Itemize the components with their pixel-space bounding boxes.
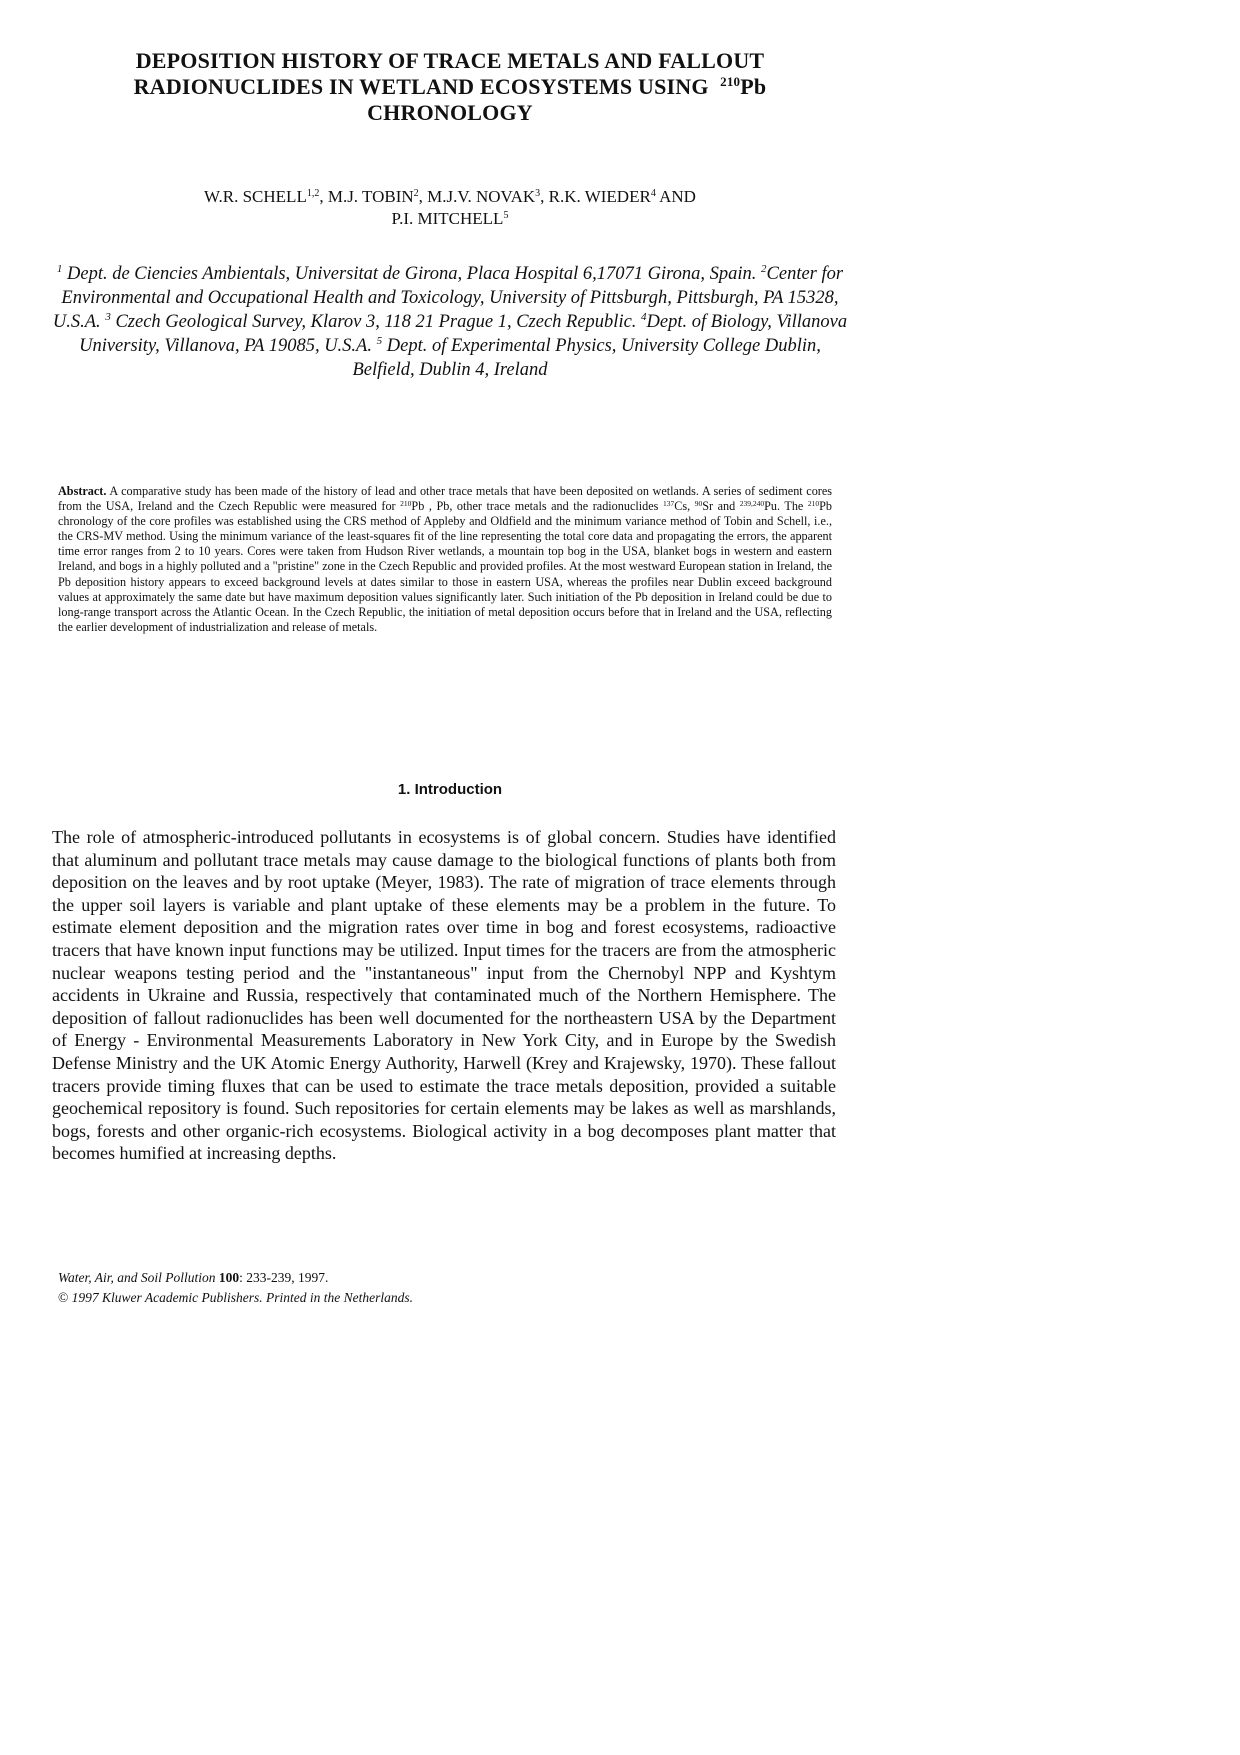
author-schell-affiliation: 1,2 [306,188,320,199]
abstract-text-1: A comparative study has been made of the history of lead and other trace metals that have been deposited on wetlands. A series of sediment cores from the USA, Ireland and the Czech Republic were measured for [58,484,832,514]
affiliation-prague: Czech Geological Survey, Klarov 3, 118 21 Prague 1, Czech Republic. [110,312,642,332]
journal-name: Water, Air, and Soil Pollution [58,1270,219,1285]
author-list [70,186,830,230]
author-mitchell-affiliation: 5 [503,210,509,221]
author-and: AND [655,187,696,206]
author-line-2 [70,208,830,230]
abstract-pu-sup: 239,240 [739,499,765,509]
copyright-icon: © [58,1290,69,1305]
abstract-text-5: Pu. The [764,499,808,514]
abstract-text-2: Pb , Pb, other trace metals and the radionuclides [411,499,663,514]
affiliation-girona: Dept. de Ciencies Ambientals, Universitat de Girona, Placa Hospital 6,17071 Girona, Spain. [62,264,762,284]
abstract-text-3: Cs, [674,499,695,514]
title-isotope-superscript: 210 [720,74,741,89]
affiliation-dublin: Dept. of Experimental Physics, University College Dublin, Belfield, Dublin 4, Ireland [352,336,821,380]
affiliations-block [50,262,850,382]
title-line-3: CHRONOLOGY [367,100,533,125]
abstract-label: Abstract. [58,484,107,498]
affiliation-villanova: Dept. of Biology, Villanova University, Villanova, PA 19085, U.S.A. [79,312,848,356]
affiliation-marker-3: 3 [105,311,111,323]
affiliation-marker-4: 4 [641,311,647,323]
copyright-text: 1997 Kluwer Academic Publishers. Printed in the Netherlands. [68,1290,413,1305]
journal-volume: 100 [218,1270,240,1285]
abstract-sr90-sup: 90 [694,499,703,509]
author-mitchell: P.I. MITCHELL [391,209,504,228]
abstract-text-6: Pb chronology of the core profiles was established using the CRS method of Appleby and Oldfield and the minimum variance method of Tobin and Schell, i.e., the CRS-MV method. Using the minimum variance of the least-squares fit of the line representing the total core data and propagating the errors, the apparent time error ranges from 2 to 10 years. Cores were taken from Hudson River wetlands, a mountain top bog in the USA, blanket bogs in western and eastern Ireland, and bogs in a highly polluted and a "pristine" zone in the Czech Republic and provided profiles. At the most westward European station in Ireland, the Pb deposition history appears to exceed background levels at dates similar to those in eastern USA, whereas the profiles near Dublin exceed background values at approximately the same date but have maximum deposition values significantly later. Such initiation of the Pb deposition in Ireland could be due to long-range transport across the Atlantic Ocean. In the Czech Republic, the initiation of metal deposition occurs before that in Ireland and the USA, reflecting the earlier development of industrialization and release of metals. [58,499,833,634]
abstract-pb210-sup-2: 210 [807,499,820,509]
abstract-pb210-sup-1: 210 [400,499,412,509]
affiliation-marker-1: 1 [56,263,63,275]
author-novak-affiliation: 3 [535,188,541,199]
title-element-symbol: Pb [740,74,767,99]
page-footer [58,1268,758,1308]
author-novak: , M.J.V. NOVAK [418,187,536,206]
author-line-1 [70,186,830,208]
affiliation-pittsburgh: Center for Environmental and Occupational Health and Toxicology, University of Pittsburgh, Pittsburgh, PA 15328, U.S.A. [52,264,844,332]
author-schell: W.R. SCHELL [204,187,307,206]
copyright-line [58,1288,758,1308]
affiliation-marker-5: 5 [376,335,383,347]
author-tobin: , M.J. TOBIN [319,187,414,206]
paper-title [70,48,830,126]
journal-pages: : 233-239, 1997. [239,1270,329,1285]
section-heading-introduction: 1. Introduction [397,781,503,798]
introduction-paragraph: The role of atmospheric-introduced pollutants in ecosystems is of global concern. Studies have identified that aluminum and pollutant trace metals may cause damage to the biological functions of plants both from deposition on the leaves and by root uptake (Meyer, 1983). The rate of migration of trace elements through the upper soil layers is variable and plant uptake of these elements may be a problem in the future. To estimate element deposition and the migration rates over time in bog and forest ecosystems, radioactive tracers that have known input functions may be utilized. Input times for the tracers are from the atmospheric nuclear weapons testing period and the "instantaneous" input from the Chernobyl NPP and Kyshtym accidents in Ukraine and Russia, respectively that contaminated much of the Northern Hemisphere. The deposition of fallout radionuclides has been well documented for the northeastern USA by the Department of Energy - Environmental Measurements Laboratory in New York City, and in Europe by the Swedish Defense Ministry and the UK Atomic Energy Authority, Harwell (Krey and Krajewsky, 1970). These fallout tracers provide timing fluxes that can be used to estimate the trace metals deposition, provided a suitable geochemical repository is found. Such repositories for certain elements may be lakes as well as marshlands, bogs, forests and other organic-rich ecosystems. Biological activity in a bog decomposes plant matter that becomes humified at increasing depths. [52,827,836,1164]
introduction-body [52,826,836,1165]
author-tobin-affiliation: 2 [413,188,419,199]
title-line-2-text: RADIONUCLIDES IN WETLAND ECOSYSTEMS USING [133,74,709,99]
affiliation-marker-2: 2 [761,263,767,275]
title-line-2 [70,74,830,100]
author-wieder: , R.K. WIEDER [540,187,651,206]
author-wieder-affiliation: 4 [650,188,656,199]
abstract-cs137-sup: 137 [662,499,675,509]
title-line-1: DEPOSITION HISTORY OF TRACE METALS AND FALLOUT [135,48,765,73]
journal-citation [58,1268,758,1288]
abstract [58,484,832,635]
abstract-text-4: Sr and [702,499,740,514]
